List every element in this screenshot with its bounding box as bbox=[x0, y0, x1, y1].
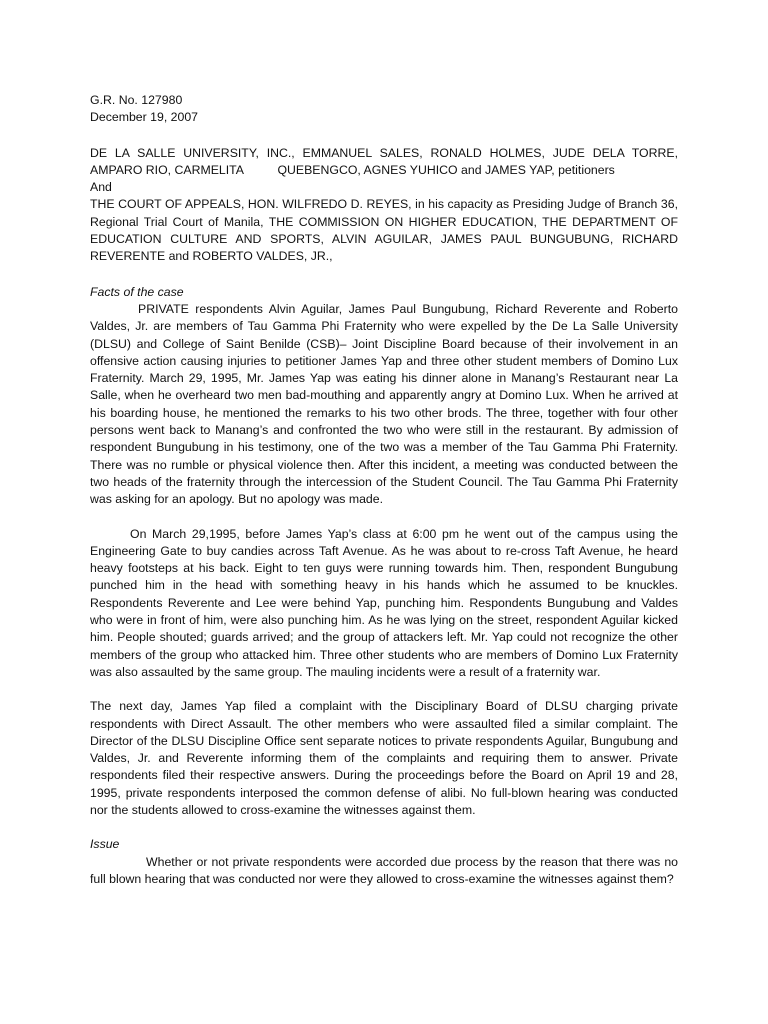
and-connector: And bbox=[90, 180, 112, 195]
facts-paragraph-3: The next day, James Yap filed a complaint with the Disciplinary Board of DLSU charging private respondents with Direct Assault. The other members who were assaulted filed a similar complaint. The Director of the DLSU Discipline Office sent separate notices to private respondents Aguilar, Bungubung and Valdes, Jr. and Reverente informing them of the complaints and requiring them to answer. Private respondents filed their respective answers. During the proceedings before the Board on April 19 and 28, 1995, private respondents interposed the common defense of alibi. No full-blown hearing was conducted nor the students allowed to cross-examine the witnesses against them. bbox=[90, 699, 678, 817]
case-number: G.R. No. 127980 bbox=[90, 93, 183, 107]
petitioners-line-2: AMPARO RIO, CARMELITA QUEBENGCO, AGNES YUHICO and JAMES YAP, petitioners bbox=[90, 162, 615, 177]
spacer bbox=[90, 819, 678, 836]
petitioners-line-1: DE LA SALLE UNIVERSITY, INC., EMMANUEL SALES, RONALD HOLMES, JUDE DELA TORRE, bbox=[90, 145, 678, 160]
spacer bbox=[90, 127, 678, 145]
facts-caption: Facts of the case bbox=[90, 284, 184, 299]
facts-paragraph-1: PRIVATE respondents Alvin Aguilar, James Paul Bungubung, Richard Reverente and Roberto Valdes, Jr. are members of Tau Gamma Phi Fraternity who were expelled by the De La Salle University (DLSU) and College of Saint Benilde (CSB)– Joint Discipline Board because of their involvement in an offensive action causing injuries to petitioner James Yap and three other student members of Domino Lux Fraternity. March 29, 1995, Mr. James Yap was eating his dinner alone in Manang’s Restaurant near La Salle, when he overheard two men bad-mouthing and apparently angry at Domino Lux. When he arrived at his boarding house, he mentioned the remarks to his two other brods. The three, together with four other persons went back to Manang’s and confronted the two who were still in the restaurant. By admission of respondent Bungubung in his testimony, one of the two was a member of the Tau Gamma Phi Fraternity. There was no rumble or physical violence then. After this incident, a meeting was conducted between the two heads of the fraternity through the intercession of the Student Council. The Tau Gamma Phi Fraternity was asking for an apology. But no apology was made. bbox=[90, 301, 678, 507]
respondents-list: THE COURT OF APPEALS, HON. WILFREDO D. REYES, in his capacity as Presiding Judge of Branch 36, Regional Trial Court of Manila, THE COMMISSION ON HIGHER EDUCATION, THE DEPARTMENT OF EDUCATION CULTURE AND SPORTS, ALVIN AGUILAR, JAMES PAUL BUNGUBUNG, RICHARD REVERENTE and ROBERTO VALDES, JR., bbox=[90, 197, 678, 264]
facts-paragraph-2: On March 29,1995, before James Yap’s class at 6:00 pm he went out of the campus using the Engineering Gate to buy candies across Taft Avenue. As he was about to re-cross Taft Avenue, he heard heavy footsteps at his back. Eight to ten guys were running towards him. Then, respondent Bungubung punched him in the head with something heavy in his hands which he assumed to be knuckles. Respondents Reverente and Lee were behind Yap, punching him. Respondents Bungubung and Valdes who were in front of him, were also punching him. As he was lying on the street, respondent Aguilar kicked him. People shouted; guards arrived; and the group of attackers left. Mr. Yap could not recognize the other members of the group who attacked him. Three other students who are members of Domino Lux Fraternity was also assaulted by the same group. The mauling incidents were a result of a fraternity war. bbox=[90, 526, 678, 679]
spacer bbox=[90, 266, 678, 284]
case-date: December 19, 2007 bbox=[90, 110, 199, 125]
issue-text: Whether or not private respondents were accorded due process by the reason that there was no full blown hearing that was conducted nor were they allowed to cross-examine the witnesses against them? bbox=[90, 854, 678, 886]
spacer bbox=[90, 681, 678, 698]
spacer bbox=[90, 509, 678, 526]
issue-caption: Issue bbox=[90, 837, 120, 852]
document-body bbox=[90, 92, 678, 888]
